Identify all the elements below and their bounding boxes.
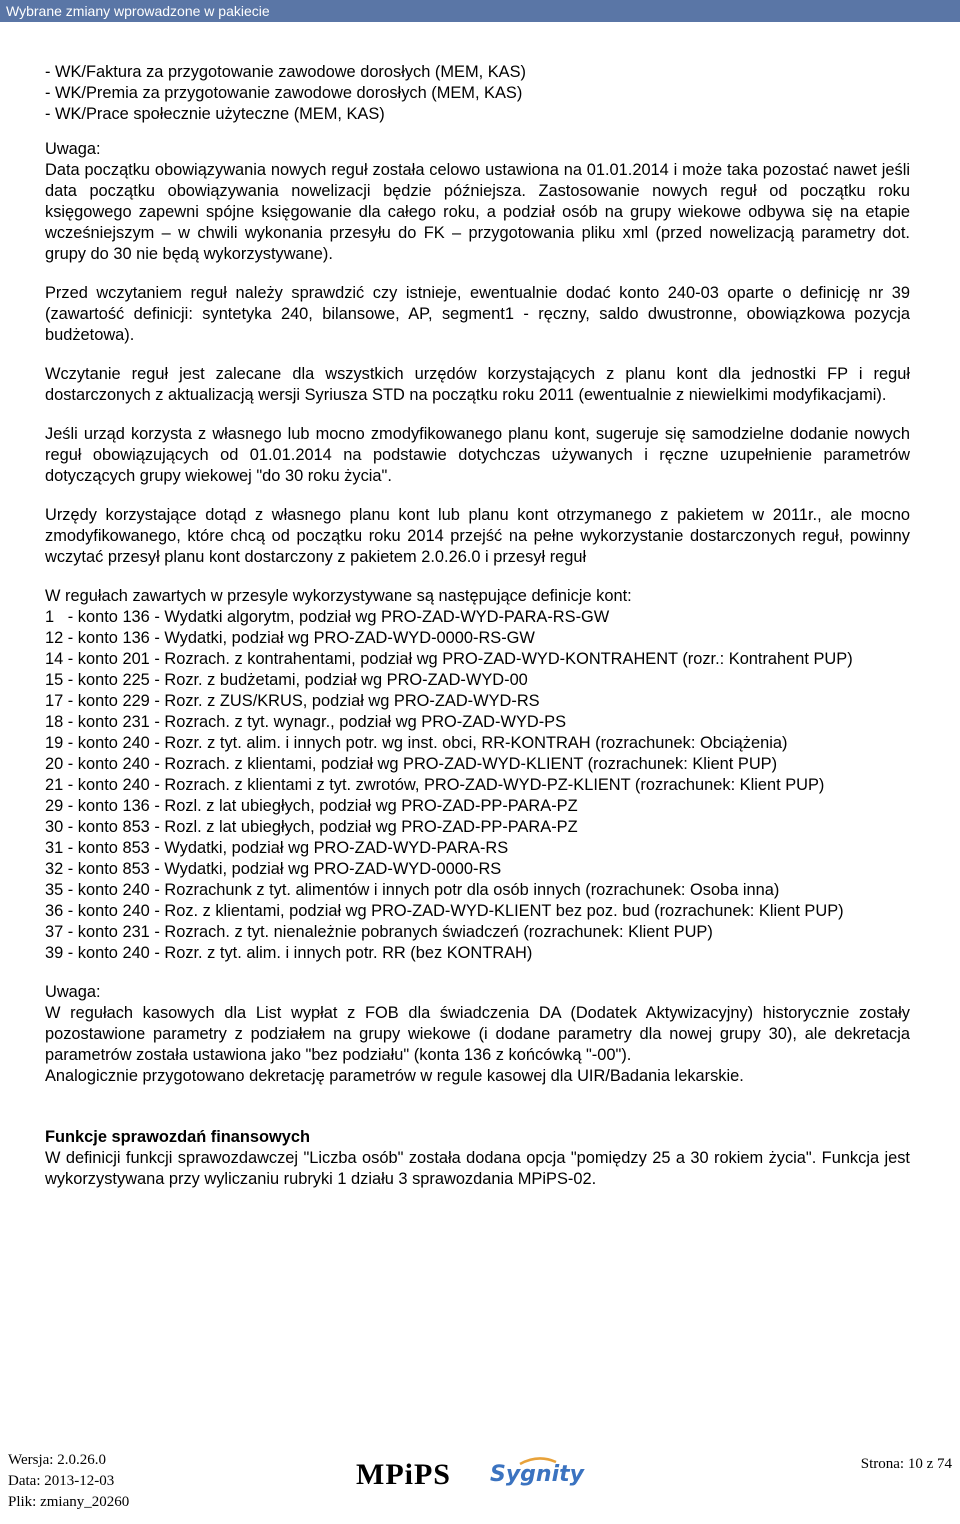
sygnity-logo-text: Sygnity [490, 1462, 584, 1487]
definition-item: 31 - konto 853 - Wydatki, podział wg PRO-ZAD-WYD-PARA-RS [45, 839, 509, 857]
paragraph-own-plan: Jeśli urząd korzysta z własnego lub mocno zmodyfikowanego planu kont, sugeruje się samodzielne dodanie nowych reguł obowiązujących od 01.01.2014 na podstawie dotychczas używanych i ręczne uzupełnienie parametrów dotyczących grupy wiekowej "do 30 roku życia". [45, 425, 910, 485]
definition-item: 32 - konto 853 - Wydatki, podział wg PRO-ZAD-WYD-0000-RS [45, 860, 502, 878]
footer-info [8, 1450, 129, 1513]
definition-item: 35 - konto 240 - Rozrachunk z tyt. alimentów i innych potr dla osób innych (rozrachunek: Osoba inna) [45, 881, 780, 899]
sygnity-logo [490, 1462, 584, 1487]
footer-date: Data: 2013-12-03 [8, 1473, 115, 1489]
definition-item: 29 - konto 136 - Rozl. z lat ubiegłych, podział wg PRO-ZAD-PP-PARA-PZ [45, 797, 578, 815]
paragraph-recommended: Wczytanie reguł jest zalecane dla wszystkich urzędów korzystających z planu kont dla jednostki FP i reguł dostarczonych z aktualizacją wersji Syriusza STD na początku roku 2011 (ewentualnie z niewielkimi modyfikacjami). [45, 365, 910, 404]
intro-line: - WK/Faktura za przygotowanie zawodowe dorosłych (MEM, KAS) [45, 63, 526, 81]
definition-item: 15 - konto 225 - Rozr. z budżetami, podział wg PRO-ZAD-WYD-00 [45, 671, 528, 689]
paragraph-before-load: Przed wczytaniem reguł należy sprawdzić czy istnieje, ewentualnie dodać konto 240-03 oparte o definicję nr 39 (zawartość definicji: syntetyka 240, bilansowe, AP, segment1 - ręczny, saldo dwustronne, obowiązkowa pozycja budżetowa). [45, 284, 910, 344]
page-number: Strona: 10 z 74 [860, 1456, 952, 1472]
definition-item: 12 - konto 136 - Wydatki, podział wg PRO-ZAD-WYD-0000-RS-GW [45, 629, 535, 647]
header-bar [0, 0, 960, 22]
intro-line: - WK/Premia za przygotowanie zawodowe dorosłych (MEM, KAS) [45, 84, 523, 102]
document-body [45, 62, 910, 1190]
note1-label: Uwaga: [45, 140, 101, 158]
intro-line: - WK/Prace społecznie użyteczne (MEM, KAS) [45, 105, 385, 123]
definition-item: 36 - konto 240 - Roz. z klientami, podział wg PRO-ZAD-WYD-KLIENT bez poz. bud (rozrachunek: Klient PUP) [45, 902, 844, 920]
definition-item: 21 - konto 240 - Rozrach. z klientami z tyt. zwrotów, PRO-ZAD-WYD-PZ-KLIENT (rozrachunek: Klient PUP) [45, 776, 825, 794]
definition-item: 1 - konto 136 - Wydatki algorytm, podział wg PRO-ZAD-WYD-PARA-RS-GW [45, 608, 610, 626]
note2-label: Uwaga: [45, 983, 101, 1001]
definition-item: 18 - konto 231 - Rozrach. z tyt. wynagr., podział wg PRO-ZAD-WYD-PS [45, 713, 567, 731]
footer-file: Plik: zmiany_20260 [8, 1494, 130, 1510]
mpips-logo: MPiPS [356, 1458, 451, 1491]
definition-item: 19 - konto 240 - Rozr. z tyt. alim. i innych potr. wg inst. obci, RR-KONTRAH (rozrachunek: Obciążenia) [45, 734, 788, 752]
sygnity-swoosh-icon [518, 1456, 558, 1466]
note1-text: Data początku obowiązywania nowych reguł została celowo ustawiona na 01.01.2014 i może taka pozostać nawet jeśli data początku obowiązywania nowelizacji będzie późniejsza. Zastosowanie nowych reguł od początku roku księgowego zapewni spójne księgowanie dla całego roku, a podział osób na grupy wiekowe odbywa się na etapie wcześniejszym – w chwili wykonania przesyłu do FK – przygotowania pliku xml (przed nowelizacją parametry dot. grupy do 30 nie będą wykorzystywane). [45, 161, 910, 263]
section-text: W definicji funkcji sprawozdawczej "Liczba osób" została dodana opcja "pomiędzy 25 a 30 rokiem życia". Funkcja jest wykorzystywana przy wyliczaniu rubryki 1 działu 3 sprawozdania MPiPS-02. [45, 1149, 910, 1188]
paragraph-offices: Urzędy korzystające dotąd z własnego planu kont lub planu kont otrzymanego z pakietem w 2011r., ale mocno zmodyfikowanego, które chcą od początku roku 2014 przejść na pełne wykorzystanie dostarczonych reguł, powinny wczytać przesył planu kont dostarczony z pakietem 2.0.26.0 i przesył reguł [45, 506, 910, 566]
note2-text2: Analogicznie przygotowano dekretację parametrów w regule kasowej dla UIR/Badania lekarskie. [45, 1067, 744, 1085]
section-title: Funkcje sprawozdań finansowych [45, 1128, 311, 1146]
note2-text: W regułach kasowych dla List wypłat z FOB dla świadczenia DA (Dodatek Aktywizacyjny) historycznie zostały pozostawione parametry z podziałem na grupy wiekowe (i dodane parametry dla nowej grupy 30), ale dekretacja parametrów została ustawiona jako "bez podziału" (konta 136 z końcówką "-00"). [45, 1004, 910, 1064]
footer-version: Wersja: 2.0.26.0 [8, 1452, 106, 1468]
definition-item: 14 - konto 201 - Rozrach. z kontrahentami, podział wg PRO-ZAD-WYD-KONTRAHENT (rozr.: Kontrahent PUP) [45, 650, 853, 668]
definition-item: 17 - konto 229 - Rozr. z ZUS/KRUS, podział wg PRO-ZAD-WYD-RS [45, 692, 540, 710]
definition-item: 37 - konto 231 - Rozrach. z tyt. nienależnie pobranych świadczeń (rozrachunek: Klient PUP) [45, 923, 713, 941]
definition-item: 20 - konto 240 - Rozrach. z klientami, podział wg PRO-ZAD-WYD-KLIENT (rozrachunek: Klient PUP) [45, 755, 778, 773]
definition-item: 39 - konto 240 - Rozr. z tyt. alim. i innych potr. RR (bez KONTRAH) [45, 944, 533, 962]
definition-item: 30 - konto 853 - Rozl. z lat ubiegłych, podział wg PRO-ZAD-PP-PARA-PZ [45, 818, 578, 836]
definitions-intro: W regułach zawartych w przesyle wykorzystywane są następujące definicje kont: [45, 587, 632, 605]
header-title: Wybrane zmiany wprowadzone w pakiecie [6, 3, 270, 19]
